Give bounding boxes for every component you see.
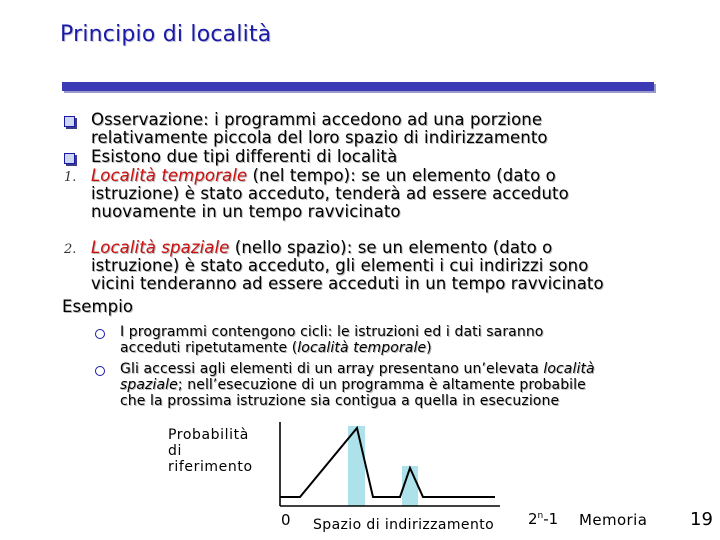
number-marker: 1.: [64, 170, 77, 185]
subitem-line: che la prossima istruzione sia contigua a quella in esecuzione: [120, 393, 560, 409]
item-text: (nello spazio): se un elemento (dato o: [229, 238, 553, 257]
subitem-text: acceduti ripetutamente (: [120, 340, 298, 356]
item-line: istruzione) è stato acceduto, gli elementi i cui indirizzi sono: [91, 256, 589, 275]
subitem-arrays: [120, 361, 595, 409]
slide-title: Principio di località: [60, 22, 272, 47]
y-label-line: Probabilità: [168, 427, 249, 443]
term-temporal-locality: Località temporale: [91, 166, 248, 185]
max-exponent: n: [537, 511, 544, 521]
title-underline: [62, 82, 654, 91]
y-label-line: riferimento: [168, 459, 253, 475]
term-temporal-locality-inline: località temporale: [297, 340, 427, 356]
reference-probability-diagram: [270, 420, 510, 510]
bullet-line: Osservazione: i programmi accedono ad una porzione: [91, 110, 543, 129]
item-line: istruzione) è stato acceduto, tenderà ad essere acceduto: [91, 184, 569, 203]
max-base: 2: [528, 510, 538, 528]
subitem-text: ): [426, 340, 432, 356]
number-marker: 2.: [64, 242, 77, 257]
item-text: (nel tempo): se un elemento (dato o: [247, 166, 556, 185]
item-temporal-locality: [91, 167, 569, 221]
origin-label: 0: [281, 511, 291, 529]
reference-curve: [280, 428, 495, 497]
item-spatial-locality: [91, 239, 604, 293]
temporal-peak-band: [348, 426, 365, 506]
bullet-observation: [91, 111, 548, 147]
term-spatial-inline: spaziale: [120, 377, 178, 393]
item-line: nuovamente in un tempo ravvicinato: [91, 202, 401, 221]
page-number: 19: [690, 509, 713, 530]
x-axis-label: Spazio di indirizzamento: [313, 517, 495, 533]
bullet-line: relativamente piccola del loro spazio di indirizzamento: [91, 128, 548, 147]
subitem-text: ; nell’esecuzione di un programma è altamente probabile: [177, 377, 586, 393]
subitem-text: Gli accessi agli elementi di un array presentano un’elevata: [120, 361, 544, 377]
example-heading: Esempio: [62, 297, 134, 316]
item-line: vicini tenderanno ad essere acceduti in un tempo ravvicinato: [91, 274, 604, 293]
term-spatial-locality-inline: località: [543, 361, 595, 377]
term-spatial-locality: Località spaziale: [91, 238, 230, 257]
max-suffix: -1: [543, 510, 559, 528]
square-bullet-icon: [64, 116, 75, 127]
max-address-label: [528, 510, 558, 528]
circle-bullet-icon: [95, 366, 105, 376]
subitem-line: I programmi contengono cicli: le istruzioni ed i dati saranno: [120, 324, 544, 340]
diagram-y-label: [168, 427, 253, 475]
memory-label: Memoria: [579, 511, 648, 529]
bullet-two-types: Esistono due tipi differenti di località: [91, 147, 398, 166]
circle-bullet-icon: [95, 329, 105, 339]
subitem-loops: [120, 324, 543, 356]
square-bullet-icon: [64, 153, 75, 164]
y-label-line: di: [168, 443, 182, 459]
